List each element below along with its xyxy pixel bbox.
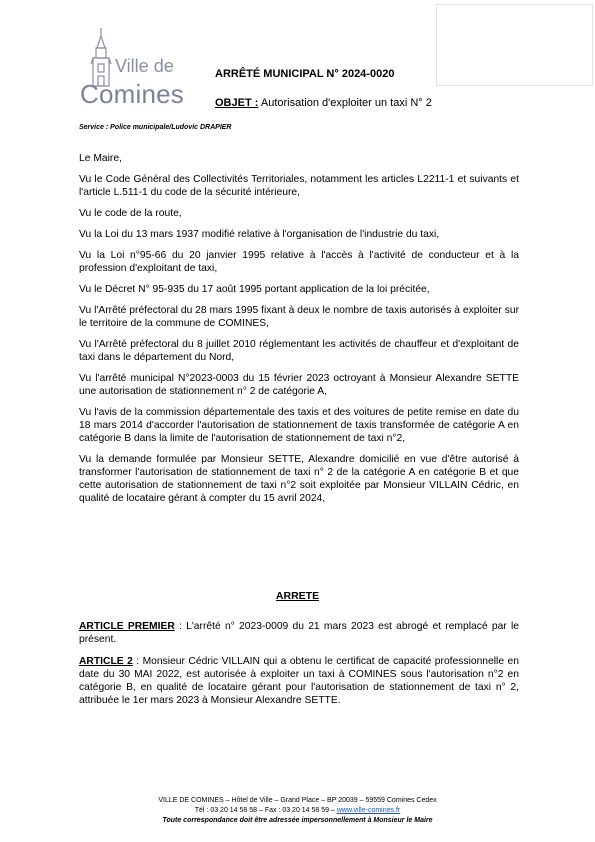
paragraph: Vu le Décret N° 95-935 du 17 août 1995 portant application de la loi précitée, — [79, 284, 430, 295]
paragraph: Vu la demande formulée par Monsieur SETTE, Alexandre domicilié en vue d'être autorisé à transformer l'autorisation de stationnement de taxi n° 2 de la catégorie A en catégorie B et que cette autorisation de stationnement de taxi n°2 soit exploitée par Monsieur VILLAIN Cédric, en qualité de locataire gérant à compter du 15 avril 2024, — [79, 454, 519, 504]
paragraph: Vu la Loi n°95-66 du 20 janvier 1995 relative à l'accès à l'activité de conducteur et à la profession d'exploitant de taxi, — [79, 250, 519, 274]
service-line: Service : Police municipale/Ludovic DRAPIER — [79, 124, 232, 131]
website-link[interactable]: www.ville-comines.fr — [336, 807, 401, 814]
paragraph: Vu l'Arrêté préfectoral du 28 mars 1995 fixant à deux le nombre de taxis autorisés à exploiter sur le territoire de la commune de COMINES, — [79, 305, 519, 329]
decree-subject — [215, 97, 432, 109]
footer-contact — [0, 806, 595, 816]
paragraph: Le Maire, — [79, 153, 122, 164]
paragraph: Vu l'arrêté municipal N°2023-0003 du 15 février 2023 octroyant à Monsieur Alexandre SETTE une autorisation de stationnement n° 2 de catégorie A, — [79, 373, 519, 397]
decree-title: ARRÊTÉ MUNICIPAL N° 2024-0020 — [215, 68, 395, 80]
paragraph: Vu l'avis de la commission départementale des taxis et des voitures de petite remise en date du 18 mars 2014 d'accorder l'autorisation de stationnement de taxis transformée de catégorie A en catégorie B dans la limite de l'autorisation de stationnement de taxi n°2, — [79, 407, 519, 444]
arrete-heading: ARRETE — [275, 590, 320, 602]
reception-stamp-box — [436, 4, 593, 86]
article — [79, 655, 519, 707]
paragraph: Vu la Loi du 13 mars 1937 modifié relative à l'organisation de l'industrie du taxi, — [79, 229, 440, 240]
footer-address: VILLE DE COMINES – Hôtel de Ville – Grand Place – BP 20039 – 59559 Comines Cedex — [158, 797, 437, 804]
article-text: : L'arrêté n° 2023-0009 du 21 mars 2023 est abrogé et remplacé par le présent. — [79, 621, 519, 645]
preamble — [79, 152, 519, 513]
footer-note: Toute correspondance doit être adressée impersonnellement à Monsieur le Maire — [162, 817, 433, 824]
logo-ville-de: Ville de — [115, 56, 174, 76]
articles — [79, 620, 519, 716]
footer-phone-fax: Tél : 03 20 14 58 58 – Fax : 03 20 14 58 59 – — [194, 807, 337, 814]
footer — [0, 796, 595, 826]
article-label: ARTICLE PREMIER — [79, 621, 175, 632]
article-text: : Monsieur Cédric VILLAIN qui a obtenu le certificat de capacité professionnelle en date du 30 MAI 2022, est autorisée à exploiter un taxi à COMINES sous l'autorisation n°2 en catégorie B, en qualité de locataire gérant pour l'autorisation de stationnement de taxi n° 2, attribuée le 1er mars 2023 à Monsieur Alexandre SETTE. — [79, 656, 519, 706]
paragraph: Vu le Code Général des Collectivités Territoriales, notamment les articles L2211-1 et suivants et l'article L.511-1 du code de la sécurité intérieure, — [79, 174, 519, 198]
paragraph: Vu l'Arrêté préfectoral du 8 juillet 2010 réglementant les activités de chauffeur et d'exploitant de taxi dans le département du Nord, — [79, 339, 519, 363]
subject-label: OBJET : — [215, 97, 259, 109]
paragraph: Vu le code de la route, — [79, 208, 182, 219]
article — [79, 620, 519, 646]
subject-text: Autorisation d'exploiter un taxi N° 2 — [260, 97, 432, 109]
article-label: ARTICLE 2 — [79, 656, 133, 667]
logo-comines: Comines — [80, 79, 184, 109]
